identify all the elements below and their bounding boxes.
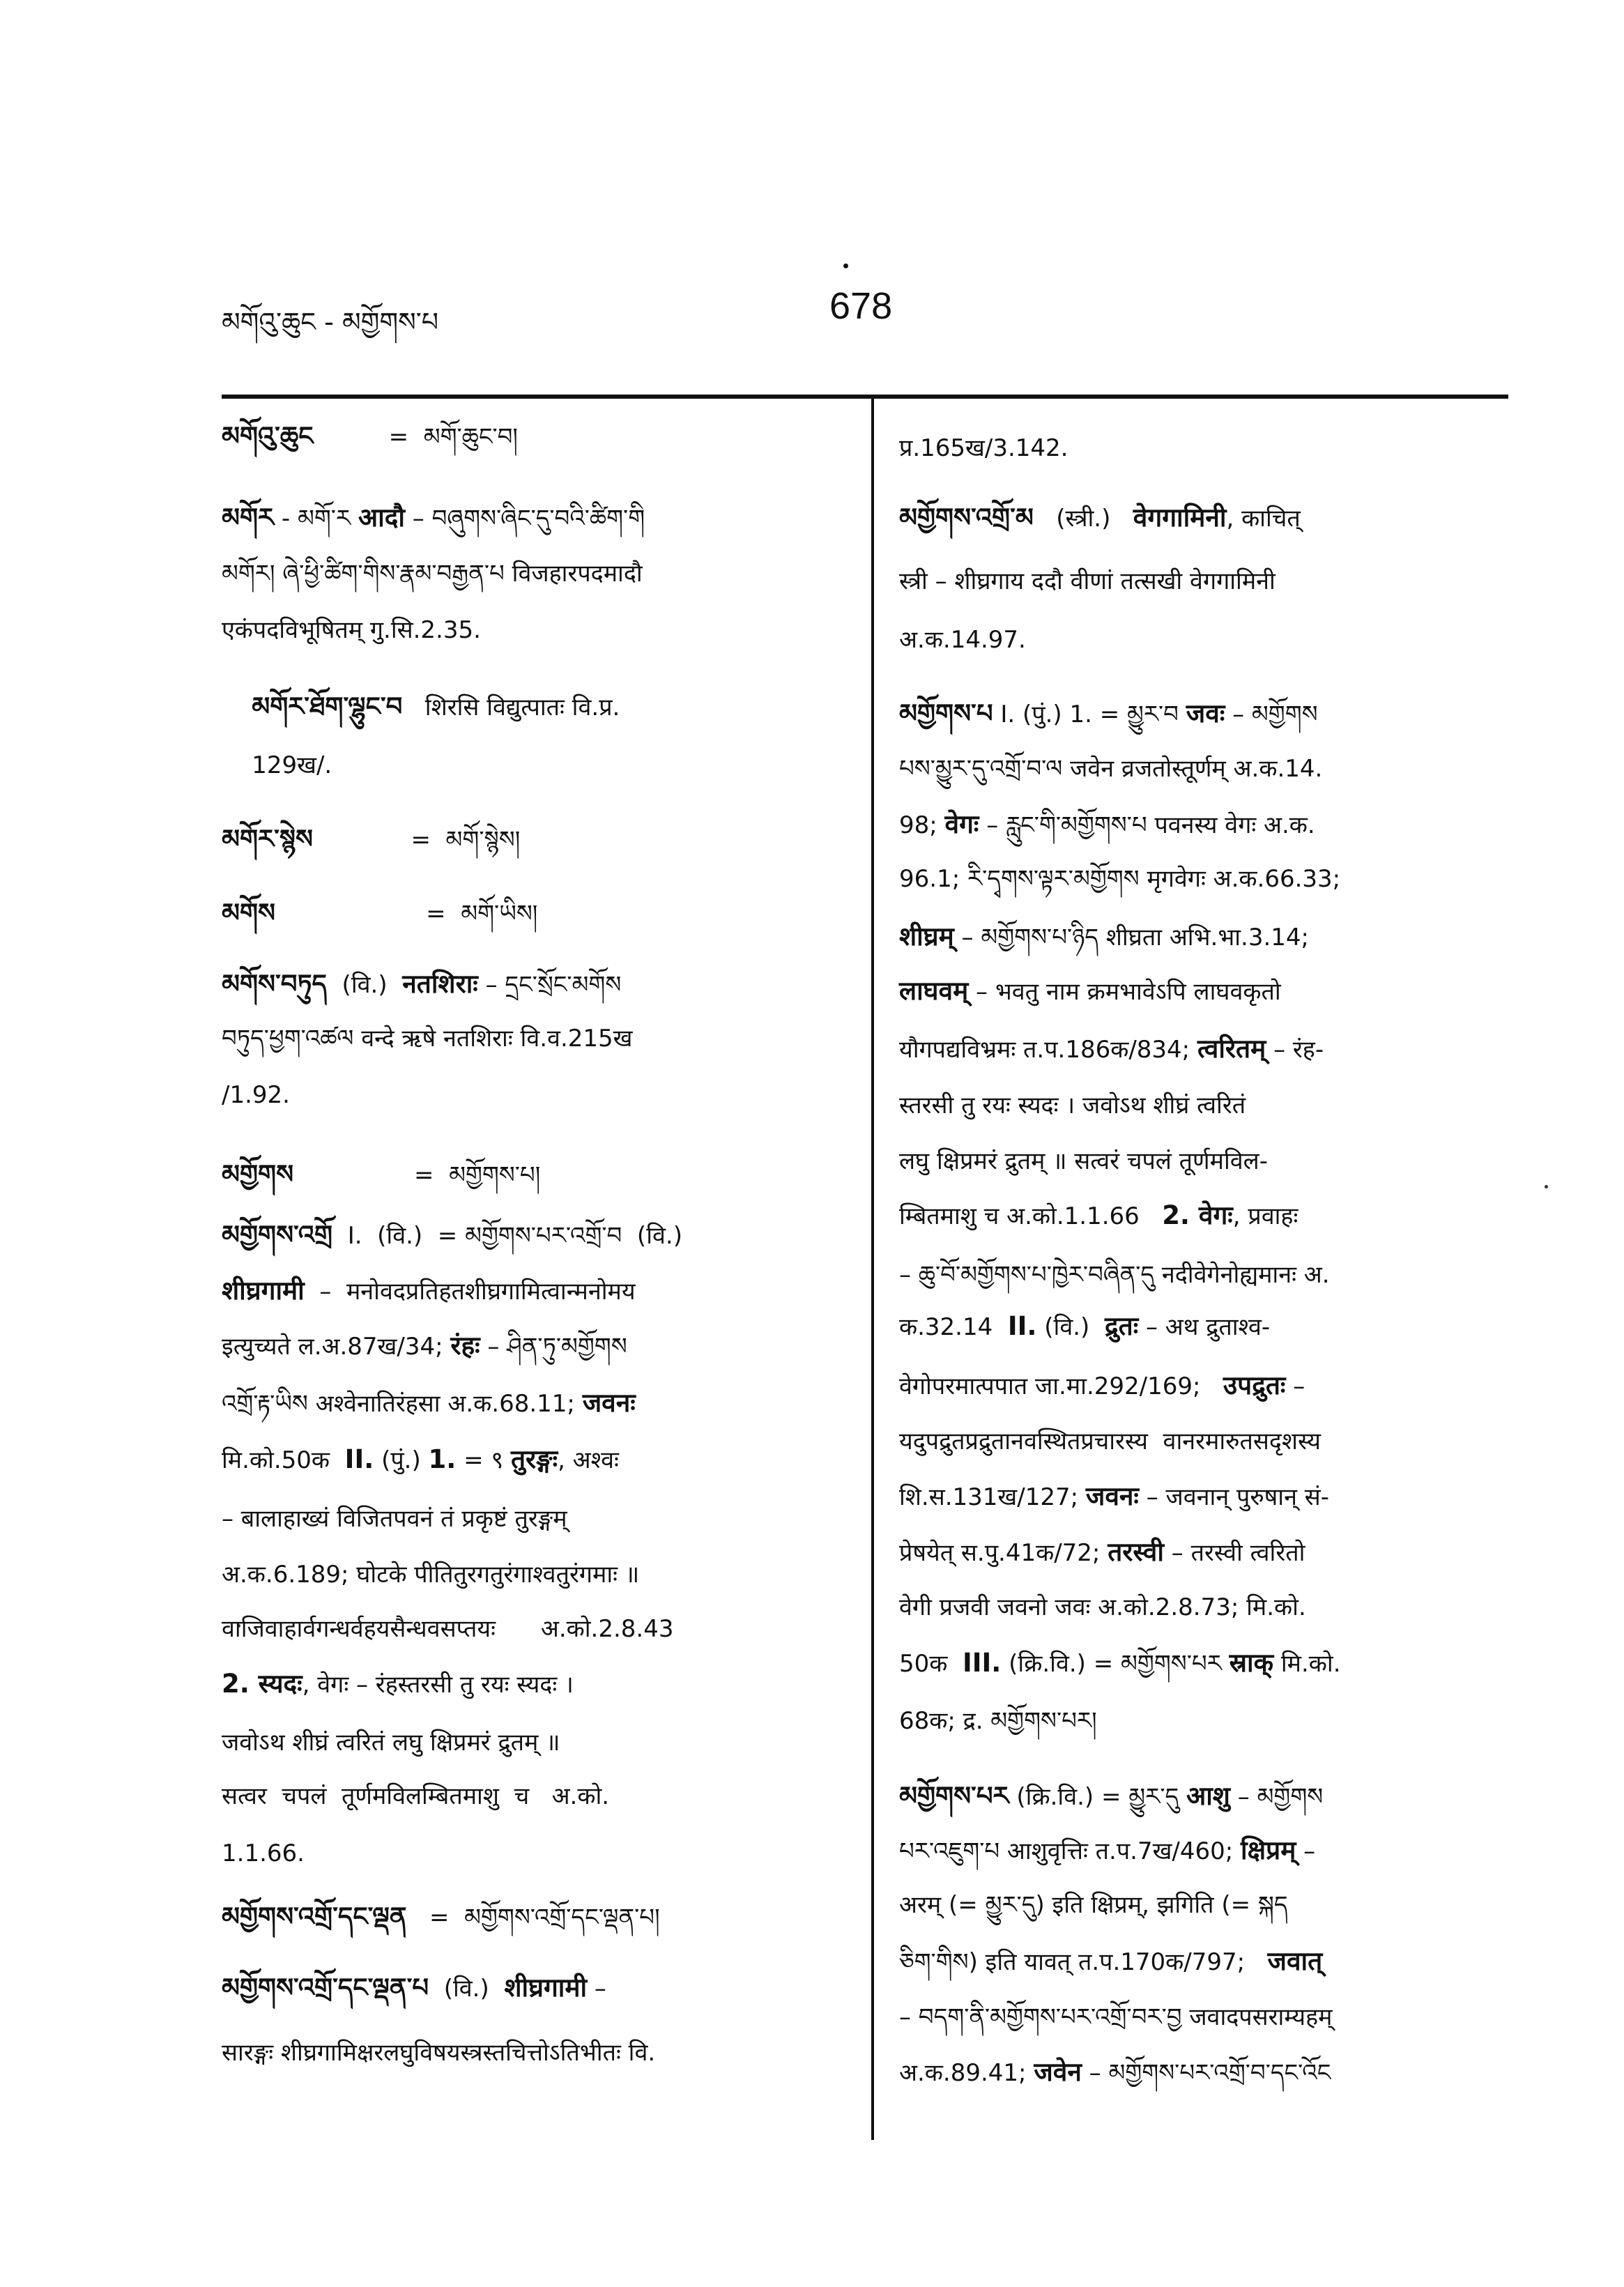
headword: མགོར (222, 503, 275, 533)
dictionary-line (222, 1387, 636, 1420)
entry-text: सारङ्गः शीघ्रगामिक्षरलघुविषयस्त्रस्तचित्तोऽतिभीतः वि. (222, 2039, 656, 2067)
entry-text: = མགོ་ཆུང་བ། (313, 423, 518, 451)
headword: नतशिराः (402, 969, 478, 999)
entry-text: I. (वि.) = མགྱོགས་པར་འགྲོ་བ (वि.) (332, 1222, 682, 1250)
dictionary-line (222, 1158, 540, 1191)
entry-text: = མགོ་ཡིས། (275, 900, 538, 928)
headword: जवः (1186, 698, 1225, 728)
printer-speck (843, 263, 848, 268)
dictionary-line (899, 975, 1281, 1008)
entry-text: प्र.165ख/3.142. (899, 434, 1068, 462)
headword: तरस्वी (1108, 1537, 1164, 1567)
headword: 2. वेगः (1162, 1200, 1233, 1230)
dictionary-line (222, 1668, 574, 1701)
entry-text: – མགྱོགས (1230, 1783, 1324, 1811)
entry-text: – མགྱོགས་པར་འགྲོ་བ་དང་འོང (1081, 2059, 1331, 2087)
headword: 2. स्यदः (222, 1669, 302, 1699)
dictionary-line (222, 1901, 660, 1934)
dictionary-line (222, 1727, 560, 1759)
headword: क्षिप्रम् (1241, 1835, 1296, 1865)
entry-text: क.32.14 (899, 1313, 1008, 1341)
headword: མགྱོགས་འགྲོ་དང་ལྡན (222, 1902, 407, 1932)
headword: शीघ्रगामी (504, 1973, 588, 2003)
dictionary-line (222, 968, 621, 1001)
entry-text: 1.1.66. (222, 1839, 305, 1867)
dictionary-line (222, 1972, 606, 2005)
dictionary-line (222, 1613, 674, 1645)
entry-text: – ཤིན་ཏུ་མགྱོགས (480, 1333, 627, 1361)
headword: མགོར་སྙེས (222, 824, 313, 854)
entry-text: – (1296, 1837, 1316, 1865)
entry-text: བཏུད་ཕྱག་འཚལ वन्दे ऋषे नतशिराः वि.व.215ख (222, 1025, 633, 1053)
entry-text: एकंपदविभूषितम् गु.सि.2.35. (222, 616, 481, 644)
entry-text: I. (पुं.) 1. = མྱུར་བ (993, 701, 1186, 728)
headword: མགོའུ་ཆུང (222, 421, 314, 451)
dictionary-line (899, 2001, 1332, 2033)
entry-text: – བདག་ནི་མགྱོགས་པར་འགྲོ་བར་བྱ जवादपसराम्यहम् (899, 2003, 1333, 2031)
entry-text: – जवनान् पुरुषान् सं- (1138, 1483, 1330, 1511)
dictionary-line (899, 1835, 1315, 1867)
column-divider (871, 397, 874, 2140)
headword: आदौ (358, 503, 405, 533)
dictionary-line (899, 1591, 1306, 1623)
entry-text: ཅིག་གིས) इति यावत् त.प.170क/797; (899, 1948, 1268, 1976)
entry-text: = ९ (456, 1446, 511, 1474)
entry-text: अ.क.6.189; घोटके पीतितुरगतुरंगाश्वतुरंगमाः ॥ (222, 1561, 640, 1589)
headword: द्रुतः (1104, 1311, 1139, 1341)
dictionary-line (899, 432, 1068, 464)
entry-text: པས་མྱུར་དུ་འགྲོ་བ་ལ जवेन व्रजतोस्तूर्णम् अ.क.14. (899, 755, 1323, 783)
entry-text: 50क (899, 1650, 963, 1678)
entry-text: सत्वर चपलं तूर्णमविलम्बितमाशु च अ.को. (222, 1782, 610, 1810)
entry-text: མགོར། ཞེ་ཕྱི་ཚིག་གིས་རྣམ་བརྒྱན་པ विजहारपदमादौ (222, 560, 643, 588)
headword: आशु (1186, 1781, 1230, 1811)
entry-text: (वि.) (429, 1975, 505, 2003)
dictionary-line (222, 420, 518, 453)
headword: तुरङ्गः (510, 1444, 558, 1474)
printer-speck (1545, 1185, 1548, 1188)
headword: མགོས་བཏུད (222, 969, 327, 999)
headword: रंहः (450, 1331, 480, 1361)
entry-text: वेगी प्रजवी जवनो जवः अ.को.2.8.73; मि.को. (899, 1593, 1306, 1621)
dictionary-line (222, 897, 537, 930)
dictionary-line (222, 1023, 632, 1055)
entry-text: – མགྱོགས (1225, 701, 1318, 728)
headword: लाघवम् (899, 976, 969, 1006)
entry-text: स्तरसी तु रयः स्यदः । जवोऽथ शीघ्रं त्वरितं (899, 1092, 1246, 1119)
entry-text: म्बितमाशु च अ.को.1.1.66 (899, 1202, 1163, 1230)
dictionary-line (222, 502, 645, 535)
entry-text: 68क; द्र. མགྱོགས་པར། (899, 1707, 1097, 1735)
entry-text: (पुं.) (374, 1446, 429, 1474)
headword: མགོས (222, 898, 275, 928)
dictionary-line (899, 1780, 1323, 1813)
headword: वेगगामिनी (1133, 503, 1227, 533)
headword: जवनः (1085, 1481, 1139, 1511)
entry-text: – བཞུགས་ཞིང་དུ་བའི་ཚིག་གི (404, 505, 645, 533)
entry-text: इत्युच्यते ल.अ.87ख/34; (222, 1333, 451, 1361)
dictionary-line (222, 1219, 682, 1252)
headword: उपद्रुतः (1223, 1370, 1286, 1400)
entry-text: = མགོ་སྙེས། (312, 826, 521, 854)
entry-text: 98; (899, 811, 945, 839)
headword: II. (1007, 1311, 1037, 1341)
dictionary-line (899, 1705, 1097, 1737)
headword: མགྱོགས་འགྲོ་དང་ལྡན་པ (222, 1973, 429, 2003)
dictionary-line (899, 1200, 1298, 1232)
entry-text: – तरस्वी त्वरितो (1163, 1539, 1305, 1567)
entry-text: अरम् (= མྱུར་དུ) इति क्षिप्रम्, झगिति (= སྐད (899, 1891, 1288, 1919)
dictionary-line (899, 1889, 1288, 1921)
entry-text: (क्रि.वि.) = མྱུར་དུ (1009, 1783, 1186, 1811)
dictionary-line (899, 1481, 1329, 1513)
entry-text: (स्त्री.) (1033, 505, 1133, 533)
dictionary-line (222, 749, 332, 781)
entry-text: 96.1; རི་དྭགས་ལྟར་མགྱོགས मृगवेगः अ.क.66.33; (899, 865, 1341, 893)
entry-text: /1.92. (222, 1081, 290, 1109)
header-rule (222, 395, 1508, 399)
dictionary-line (899, 863, 1340, 895)
entry-text: मि.को.50क (222, 1446, 345, 1474)
entry-text: यौगपद्यविभ्रमः त.प.186क/834; (899, 1036, 1197, 1064)
entry-text (222, 694, 252, 721)
dictionary-line (899, 502, 1301, 535)
dictionary-line (222, 1559, 639, 1591)
dictionary-line (899, 1647, 1341, 1680)
dictionary-line (899, 1425, 1321, 1458)
dictionary-line (222, 823, 520, 856)
entry-text: – རླུང་གི་མགྱོགས་པ पवनस्य वेगः अ.क. (979, 811, 1315, 839)
dictionary-line (899, 1370, 1305, 1402)
dictionary-line (899, 2056, 1331, 2089)
headword: स्राक् (1229, 1648, 1274, 1678)
entry-text: अ.क.89.41; (899, 2059, 1034, 2087)
dictionary-line (899, 1945, 1322, 1978)
dictionary-line (899, 921, 1309, 954)
headword: जवात् (1267, 1946, 1323, 1976)
entry-text: स्त्री – शीघ्रगाय ददौ वीणां तत्सखी वेगगामिनी (899, 567, 1276, 595)
entry-text: – भवतु नाम क्रमभावेऽपि लाघवकृतो (968, 978, 1281, 1006)
dictionary-line (222, 1444, 619, 1476)
headword: 1. (428, 1444, 457, 1474)
entry-text: लघु क्षिप्रमरं द्रुतम् ॥ सत्वरं चपलं तूर्णमविल- (899, 1147, 1268, 1175)
dictionary-line (222, 1275, 636, 1308)
entry-text: – དྲང་སྲོང་མགོས (477, 971, 622, 999)
dictionary-line (222, 2037, 655, 2069)
entry-text: , वेगः – रंहस्तरसी तु रयः स्यदः । (302, 1671, 574, 1699)
entry-text: = མགྱོགས་པ། (293, 1161, 541, 1189)
dictionary-line (899, 1259, 1330, 1291)
entry-text: , अश्वः (558, 1446, 619, 1474)
entry-text: – ཆུ་བོ་མགྱོགས་པ་ཁྱེར་བཞིན་དུ नदीवेगेनोह्यमानः अ. (899, 1261, 1330, 1289)
headword: शीघ्रम् (899, 921, 954, 951)
entry-text: शि.स.131ख/127; (899, 1483, 1086, 1511)
dictionary-line (222, 1837, 305, 1869)
dictionary-line (899, 753, 1322, 785)
page-number: 678 (829, 285, 893, 327)
headword: མགྱོགས་འགྲོ་མ (899, 503, 1034, 533)
dictionary-line (899, 1089, 1246, 1122)
dictionary-line (222, 1330, 627, 1363)
entry-text: འགྲོ་རྟ་ཡིས अश्वेनातिरंहसा अ.क.68.11; (222, 1390, 583, 1418)
entry-text: (वि.) (1036, 1313, 1105, 1341)
entry-text: – अथ द्रुताश्व- (1138, 1313, 1271, 1341)
entry-text: (वि.) (326, 971, 403, 999)
entry-text: , प्रवाहः (1232, 1202, 1299, 1230)
entry-text: - མགོ་ར (274, 505, 358, 533)
entry-text: – (1285, 1372, 1305, 1400)
dictionary-line (899, 1033, 1324, 1066)
entry-text: པར་འཇུག་པ आशुवृत्तिः त.प.7ख/460; (899, 1837, 1241, 1865)
entry-text: – रंह- (1266, 1036, 1324, 1064)
entry-text: शिरसि विद्युत्पातः वि.प्र. (402, 694, 620, 721)
headword: जवेन (1034, 2057, 1082, 2087)
entry-text: वेगोपरमात्पपात जा.मा.292/169; (899, 1372, 1223, 1400)
entry-text: (क्रि.वि.) = མགྱོགས་པར (1001, 1650, 1230, 1678)
headword: མགོར་ཐོག་ལྷུང་བ (252, 691, 403, 721)
entry-text: , काचित् (1226, 505, 1301, 533)
headword: त्वरितम् (1197, 1034, 1266, 1064)
dictionary-line (222, 1079, 290, 1111)
dictionary-line (899, 1145, 1268, 1177)
entry-text: जवोऽथ शीघ्रं त्वरितं लघु क्षिप्रमरं द्रुतम् ॥ (222, 1729, 560, 1757)
headword: शीघ्रगामी (222, 1276, 305, 1306)
dictionary-line (899, 565, 1276, 597)
headword: जवनः (582, 1388, 636, 1418)
dictionary-line (899, 1310, 1270, 1343)
headword: མགྱོགས་པ (899, 698, 993, 728)
entry-text: – मनोवदप्रतिहतशीघ्रगामित्वान्मनोमय (304, 1278, 636, 1306)
entry-text: – बालाहाख्यं विजितपवनं तं प्रकृष्टं तुरङ्गम् (222, 1505, 567, 1533)
dictionary-line (222, 614, 481, 646)
headword: III. (963, 1648, 1002, 1678)
headword: II. (344, 1444, 374, 1474)
headword: མགྱོགས་འགྲོ (222, 1220, 333, 1250)
headword: वेगः (944, 809, 979, 839)
dictionary-line (899, 698, 1318, 731)
running-head: མགོའུ་ཆུང - མགྱོགས་པ (222, 307, 439, 337)
dictionary-line (222, 1780, 609, 1812)
dictionary-line (899, 809, 1315, 841)
entry-text: – (587, 1975, 606, 2003)
headword: མགྱོགས (222, 1159, 294, 1189)
headword: མགྱོགས་པར (899, 1781, 1009, 1811)
entry-text: – མགྱོགས་པ་ཉིད शीघ्रता अभि.भा.3.14; (953, 924, 1309, 951)
entry-text: अ.क.14.97. (899, 626, 1026, 654)
dictionary-line (899, 1536, 1305, 1569)
entry-text: वाजिवाहार्वगन्धर्वहयसैन्धवसप्तयः अ.को.2.8.43 (222, 1615, 674, 1643)
entry-text: प्रेषयेत् स.पु.41क/72; (899, 1539, 1108, 1567)
entry-text: यदुपद्रुतप्रद्रुतानवस्थितप्रचारस्य वानरमारुतसदृशस्य (899, 1428, 1321, 1455)
dictionary-line (222, 691, 620, 724)
entry-text: 129ख/. (222, 751, 332, 779)
dictionary-line (899, 624, 1026, 656)
entry-text: मि.को. (1273, 1650, 1341, 1678)
entry-text: = མགྱོགས་འགྲོ་དང་ལྡན་པ། (406, 1904, 660, 1932)
dictionary-line (222, 558, 643, 590)
dictionary-line (222, 1503, 567, 1535)
